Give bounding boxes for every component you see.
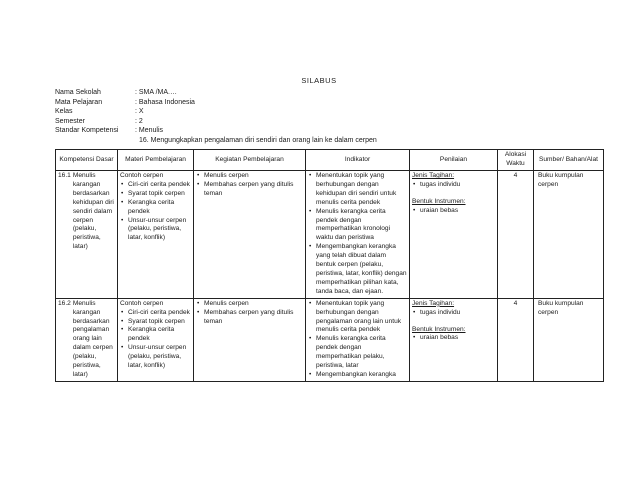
meta-value: : 2 — [135, 117, 143, 125]
cell-alokasi: 4 — [498, 298, 534, 381]
materi-title: Contoh cerpen — [120, 299, 164, 307]
list-item: • Kerangka cerita pendek — [120, 199, 191, 217]
meta-row — [55, 98, 377, 108]
materi-list — [120, 181, 191, 243]
page-title: SILABUS — [301, 76, 337, 85]
meta-key: Nama Sekolah — [55, 89, 101, 96]
header-kegiatan: Kegiatan Pembelajaran — [194, 150, 306, 171]
sk-detail: 16. Mengungkapkan pengalaman diri sendiri dan orang lain ke dalam cerpen — [139, 136, 377, 144]
list-item: • Menentukan topik yang berhubungan dengan kehidupan diri sendiri untuk menulis cerita pendek — [308, 172, 407, 208]
meta-row — [55, 126, 377, 136]
list-item: • Menulis kerangka cerita pendek dengan memperhatikan pelaku, peristiwa, latar — [308, 335, 407, 371]
meta-key: Kelas — [55, 108, 73, 115]
list-item: • Mengembangkan kerangka yang telah dibuat dalam bentuk cerpen (pelaku, peristiwa, latar, konflik) dengan memperhatikan pilihan kata, tanda baca, dan ejaan. — [308, 243, 407, 296]
list-item: • Syarat topik cerpen — [120, 190, 191, 199]
list-item: • Menulis cerpen — [196, 172, 303, 181]
cell-kegiatan — [194, 171, 306, 299]
cell-kompetensi-dasar — [56, 298, 118, 381]
kd-text: Menulis karangan berdasarkan pengalaman orang lain dalam cerpen (pelaku, peristiwa, latar) — [72, 299, 113, 378]
list-item: • Menulis kerangka cerita pendek dengan memperhatikan kronologi waktu dan peristiwa — [308, 208, 407, 244]
meta-row — [55, 117, 377, 127]
jenis-tagihan-label: Jenis Tagihan: — [412, 172, 455, 179]
meta-key: Standar Kompetensi — [55, 127, 119, 134]
indikator-list — [308, 172, 407, 297]
header-alokasi: Alokasi Waktu — [498, 150, 534, 171]
table-header-row — [56, 150, 604, 171]
list-item: • uraian bebas — [412, 334, 495, 343]
kegiatan-list — [196, 300, 303, 327]
cell-materi — [118, 298, 194, 381]
list-item: • Unsur-unsur cerpen (pelaku, peristiwa, latar, konflik) — [120, 217, 191, 244]
header-indikator: Indikator — [306, 150, 410, 171]
kd-number: 16.1 — [58, 172, 71, 179]
materi-list — [120, 309, 191, 371]
meta-key: Semester — [55, 117, 85, 125]
header-penilaian: Penilaian — [410, 150, 498, 171]
cell-indikator — [306, 171, 410, 299]
meta-value: : X — [135, 108, 144, 115]
cell-alokasi: 4 — [498, 171, 534, 299]
list-item: • Ciri-ciri cerita pendek — [120, 181, 191, 190]
cell-kompetensi-dasar — [56, 171, 118, 299]
syllabus-table — [55, 149, 604, 382]
cell-indikator — [306, 298, 410, 381]
meta-row — [55, 136, 377, 146]
meta-value: : Bahasa Indonesia — [135, 98, 195, 106]
list-item: • Menulis cerpen — [196, 300, 303, 309]
cell-materi — [118, 171, 194, 299]
jenis-tagihan-label: Jenis Tagihan: — [412, 299, 455, 307]
cell-penilaian — [410, 298, 498, 381]
kegiatan-list — [196, 172, 303, 199]
list-item: • Unsur-unsur cerpen (pelaku, peristiwa, latar, konflik) — [120, 344, 191, 371]
list-item: • tugas individu — [412, 309, 495, 318]
list-item: • uraian bebas — [412, 207, 495, 216]
meta-value: : Menulis — [135, 127, 164, 134]
kd-number: 16.2 — [58, 299, 71, 307]
header-materi: Materi Pembelajaran — [118, 150, 194, 171]
materi-title: Contoh cerpen — [120, 172, 164, 179]
bentuk-instrumen-label: Bentuk Instrumen: — [412, 325, 466, 333]
header-sumber: Sumber/ Bahan/Alat — [534, 150, 604, 171]
header-kompetensi-dasar: Kompetensi Dasar — [56, 150, 118, 171]
meta-row — [55, 88, 377, 98]
list-item: • Membahas cerpen yang ditulis teman — [196, 309, 303, 327]
list-item: • Mengembangkan kerangka — [308, 371, 407, 380]
cell-penilaian — [410, 171, 498, 299]
metadata-block — [55, 88, 377, 145]
table-row — [56, 171, 604, 299]
list-item: • tugas individu — [412, 181, 495, 190]
list-item: • Membahas cerpen yang ditulis teman — [196, 181, 303, 199]
list-item: • Ciri-ciri cerita pendek — [120, 309, 191, 318]
list-item: • Kerangka cerita pendek — [120, 326, 191, 344]
kd-text: Menulis karangan berdasarkan kehidupan diri sendiri dalam cerpen (pelaku, peristiwa, latar) — [72, 172, 114, 251]
cell-kegiatan — [194, 298, 306, 381]
table-row — [56, 298, 604, 381]
indikator-list — [308, 300, 407, 380]
meta-key: Mata Pelajaran — [55, 98, 103, 106]
cell-sumber: Buku kumpulan cerpen — [534, 171, 604, 299]
list-item: • Syarat topik cerpen — [120, 318, 191, 327]
cell-sumber: Buku kumpulan cerpen — [534, 298, 604, 381]
bentuk-instrumen-label: Bentuk Instrumen: — [412, 197, 466, 205]
list-item: • Menentukan topik yang berhubungan dengan pengalaman orang lain untuk menulis cerita pendek — [308, 300, 407, 336]
meta-row — [55, 107, 377, 117]
meta-value: : SMA /MA.… — [135, 89, 178, 96]
